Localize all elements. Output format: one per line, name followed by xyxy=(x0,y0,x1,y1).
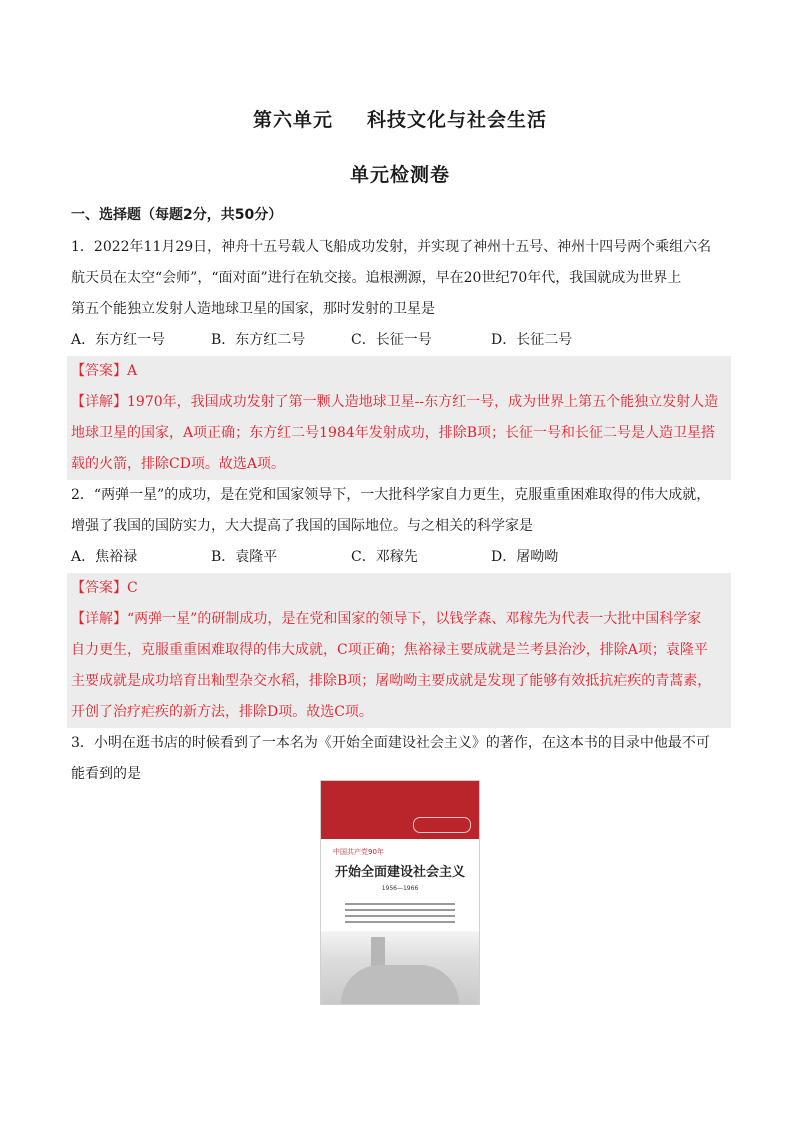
question-options xyxy=(71,325,731,356)
answer-label: 【答案】C xyxy=(71,580,138,596)
option-c: C．邓稼先 xyxy=(351,549,418,565)
question-text-line: 航天员在太空“会师”，“面对面”进行在轨交接。追根溯源，早在20世纪70年代，我国就成为世界上 xyxy=(71,270,682,286)
option-a: A．焦裕禄 xyxy=(71,549,138,565)
question-text-line: 第五个能独立发射人造地球卫星的国家，那时发射的卫星是 xyxy=(71,301,435,317)
option-d: D．屠呦呦 xyxy=(491,549,559,565)
option-c: C．长征一号 xyxy=(351,332,432,348)
cover-badge xyxy=(413,817,471,833)
detail-line: 主要成就是成功培育出籼型杂交水稻，排除B项；屠呦呦主要成就是发现了能够有效抵抗疟疾的青蒿素， xyxy=(71,673,712,689)
option-a: A．东方红一号 xyxy=(71,332,166,348)
cover-title: 开始全面建设社会主义 xyxy=(334,865,465,880)
question-text-line: 能看到的是 xyxy=(71,766,141,782)
page-subtitle: 单元检测卷 xyxy=(349,164,450,186)
cover-photo xyxy=(321,931,479,1004)
detail-line: 地球卫星的国家，A项正确；东方红二号1984年发射成功，排除B项；长征一号和长征二号是人造卫星搭 xyxy=(71,425,716,441)
question-text-line: 2．“两弹一星”的成功，是在党和国家领导下，一大批科学家自力更生，克服重重困难取得的伟大成就， xyxy=(71,487,711,503)
detail-line: 【详解】1970年，我国成功发射了第一颗人造地球卫星--东方红一号，成为世界上第五个能独立发射人造 xyxy=(71,394,719,410)
question-list xyxy=(71,232,731,790)
unit-label: 第六单元 xyxy=(252,109,333,131)
detail-line: 自力更生，克服重重困难取得的伟大成就，C项正确；焦裕禄主要成就是兰考县治沙，排除A项；袁隆平 xyxy=(71,642,708,658)
option-b: B．东方红二号 xyxy=(211,332,306,348)
answer-box xyxy=(67,356,731,480)
question-2 xyxy=(71,480,731,728)
question-options xyxy=(71,542,731,573)
question-text-line: 1．2022年11月29日，神舟十五号载人飞船成功发射，并实现了神州十五号、神州十四号两个乘组六名 xyxy=(71,239,712,255)
cover-red-banner xyxy=(321,781,479,839)
page-title xyxy=(0,105,800,132)
option-b: B．袁隆平 xyxy=(211,549,278,565)
detail-line: 载的火箭，排除CD项。故选A项。 xyxy=(71,456,286,472)
book-cover-image xyxy=(320,780,480,1005)
detail-line: 【详解】“两弹一星”的研制成功，是在党和国家的领导下，以钱学森、邓稼先为代表一大批中国科学家 xyxy=(71,611,702,627)
detail-line: 开创了治疗疟疾的新方法，排除D项。故选C项。 xyxy=(71,704,373,720)
question-1 xyxy=(71,232,731,480)
answer-box xyxy=(67,573,731,728)
answer-label: 【答案】A xyxy=(71,363,138,379)
section-title: 一、选择题（每题2分，共50分） xyxy=(71,207,283,223)
cover-series-label: 中国共产党90年 xyxy=(333,848,384,856)
cover-years: 1956—1966 xyxy=(381,885,419,892)
question-text-line: 3．小明在逛书店的时候看到了一本名为《开始全面建设社会主义》的著作，在这本书的目录中他最不可 xyxy=(71,735,710,751)
unit-topic: 科技文化与社会生活 xyxy=(367,109,548,131)
cover-small-text xyxy=(345,899,455,927)
option-d: D．长征二号 xyxy=(491,332,573,348)
question-text-line: 增强了我国的国防实力，大大提高了我国的国际地位。与之相关的科学家是 xyxy=(71,518,533,534)
